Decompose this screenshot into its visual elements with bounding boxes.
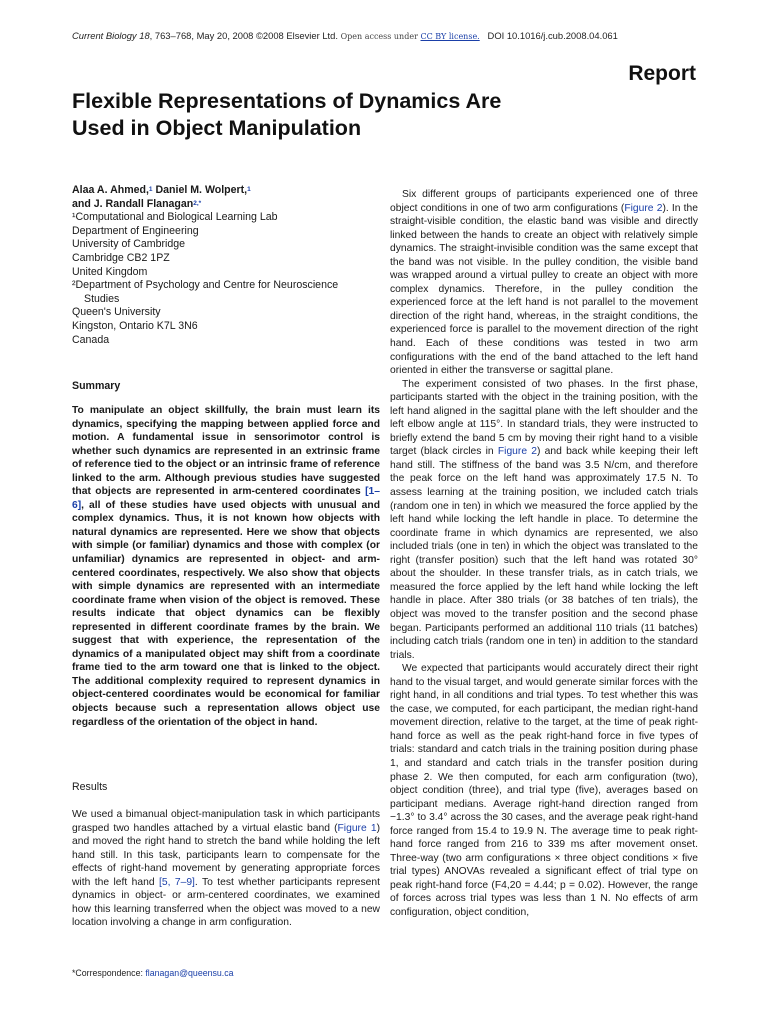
open-access-text: Open access under xyxy=(340,32,418,41)
affiliation-marker[interactable]: 1 xyxy=(247,186,251,193)
body-paragraph: We expected that participants would accurately direct their right hand to the visual target, and would generate similar forces with the right hand, in all conditions and trial types. To test whether this was the case, we computed, for each participant, the median right-hand movement direction, relative to the target, at the time of peak right-hand force as well as the peak right-hand force in five types of trials: standard and catch trials in the training position during phase 1, and standard and catch trials in the transfer position during phase 2. We then computed, for each arm configuration (two), object condition (three), and trial type (five), averages based on participant medians. Average right-hand direction ranged from −1.3° to 3.4° across the 30 cases, and the average peak right-hand force ranged from 15.4 to 19.9 N. The average time to peak right-hand force ranged from 216 to 339 ms after movement onset. Three-way (two arm configurations × three object conditions × five trial types) ANOVAs revealed a significant effect of trial type on peak right-hand force (F4,20 = 4.44; p = 0.02). However, the range of forces across trial types was less than 1 N. No effects of arm configuration, object condition, xyxy=(390,663,698,918)
author-block xyxy=(72,184,372,347)
results-text-part: We used a bimanual object-manipulation task in which participants grasped two handles attached by a virtual elastic band ( xyxy=(72,809,380,834)
body-paragraph xyxy=(390,378,698,662)
affiliation-line: Canada xyxy=(72,333,110,346)
right-column-body xyxy=(390,188,698,920)
paragraph-text: Six different groups of participants experienced one of three object conditions in one of two arm configurations ( xyxy=(390,189,698,214)
citation-link[interactable]: [1–6] xyxy=(72,486,380,511)
license-link[interactable]: CC BY license. xyxy=(420,32,480,41)
paragraph-text: The experiment consisted of two phases. In the first phase, participants started with the object in the training position, with the left hand aligned in the sagittal plane with the left shoulder and the left elbow angle at 115°. In standard trials, they were instructed to briefly extend the band 5 cm by moving their right hand to a visible target (black circles in xyxy=(390,378,698,458)
figure-link[interactable]: Figure 1 xyxy=(337,822,377,834)
results-heading: Results xyxy=(72,781,108,793)
affiliation-line: Studies xyxy=(84,292,120,305)
author-names-line2 xyxy=(72,198,372,212)
doi: DOI 10.1016/j.cub.2008.04.061 xyxy=(487,30,618,41)
affiliation-marker[interactable]: 2,* xyxy=(193,199,202,207)
author-name: Alaa A. Ahmed, xyxy=(72,184,149,196)
article-type-label: Report xyxy=(628,62,696,85)
correspondence-label: *Correspondence: xyxy=(72,968,146,978)
summary-text-part: , all of these studies have used objects with unusual and complex dynamics. Thus, it is not known how objects with natural dynamics are represented. Here we show that objects with simple (or familiar) dynamics and those with complex (or unfamiliar) dynamics are represented in object- and arm-centered coordinates, respectively. We also show that objects with simple dynamics are represented with an intermediate coordinate frame when vision of the object is removed. These results indicate that object dynamics can be flexibly represented in different coordinate frames by the brain. We suggest that with experience, the representation of the dynamics of a manipulated object may shift from a coordinate frame tied to the arm toward one that is linked to the object. The additional complexity required to represent dynamics in object-centered coordinates would be economical for familiar objects because such a representation allows object use regardless of the orientation of the object in hand. xyxy=(72,499,380,728)
email-link[interactable]: flanagan@queensu.ca xyxy=(145,968,234,978)
affiliation-line: Cambridge CB2 1PZ xyxy=(72,251,170,264)
journal-header xyxy=(72,30,618,41)
body-paragraph xyxy=(390,188,698,378)
summary-abstract xyxy=(72,404,380,729)
author-names xyxy=(72,184,372,198)
affiliation-line: ²Department of Psychology and Centre for Neuroscience xyxy=(72,279,339,292)
results-text-part: . To test whether participants represent dynamics in object- or arm-centered coordinates, we examined how this learning transferred when the object was moved to a new location involving a change in arm configuration. xyxy=(72,876,380,929)
affiliation-marker[interactable]: 1 xyxy=(148,186,153,193)
paragraph-text: ). In the straight-visible condition, the elastic band was visible and directly linked between the hands to create an object with relatively simple dynamics. The straight-invisible condition was the same except that the band was not visible. In the pulley condition, the visible band was wrapped around a virtual pulley to create an object with more complex dynamics. Therefore, in the pulley condition the experienced force at the left hand is not parallel to the movement direction of the right hand, whereas, in the straight conditions, the experienced force is parallel to the movement direction of the right hand. Each of these conditions was tested in two arm configurations with the end of the band attached to the left hand oriented in either the transverse or sagittal plane. xyxy=(390,202,698,377)
results-paragraph xyxy=(72,808,380,930)
paragraph-text: ) and back while keeping their left hand still. The stiffness of the band was 3.5 N/cm, and therefore the peak force on the left hand was approximately 17.5 N. To assess learning at the training position, we included catch trials (random one in ten) in which we measured the force applied by the left hand while locking the left handle in place. To determine the coordinate frame in which dynamics are represented, we also included trials (one in ten) in which the object was translated to the right (transfer position) such that the left hand was rotated 30° about the shoulder. In these transfer trials, as in catch trials, we measured the force applied by the left hand while locking the left handle in place. After 380 trials (or 38 batches of ten trials), the object was moved to the transfer position and the second phase began. Participants performed an additional 110 trials (11 batches) including catch trials (random one in ten) in addition to the standard trials. xyxy=(390,446,698,661)
author-name: Daniel M. Wolpert, xyxy=(155,184,248,196)
figure-link[interactable]: Figure 2 xyxy=(624,202,663,214)
summary-text-part: To manipulate an object skillfully, the brain must learn its dynamics, specifying the mapping between applied force and motion. A fundamental issue in sensorimotor control is whether such dynamics are represented in an extrinsic frame of reference tied to the object or an intrinsic frame of reference linked to the arm. Although previous studies have suggested that objects are represented in arm-centered coordinates xyxy=(72,405,380,498)
affiliation-line: Department of Engineering xyxy=(72,224,199,237)
summary-heading: Summary xyxy=(72,380,121,392)
journal-volume: 18 xyxy=(139,30,150,41)
journal-details: , 763–768, May 20, 2008 ©2008 Elsevier Ltd. xyxy=(149,30,338,41)
affiliation-line: Queen's University xyxy=(72,306,161,319)
author-name: and J. Randall Flanagan xyxy=(72,197,194,210)
figure-link[interactable]: Figure 2 xyxy=(497,446,538,458)
article-title: Flexible Representations of Dynamics Are Used in Object Manipulation xyxy=(72,89,502,140)
affiliation-line: United Kingdom xyxy=(72,265,148,278)
correspondence-footnote xyxy=(72,968,234,978)
affiliation-line: University of Cambridge xyxy=(72,238,186,251)
affiliation-line: Kingston, Ontario K7L 3N6 xyxy=(72,319,198,332)
results-text-part: ) and moved the right hand to stretch the band while holding the left hand still. In this task, participants learn to compensate for the effects of right-hand movement by generating appropriate forces with the left hand xyxy=(72,822,380,888)
affiliation-line: ¹Computational and Biological Learning Lab xyxy=(72,211,278,224)
journal-name: Current Biology xyxy=(72,30,137,41)
citation-link[interactable]: [5, 7–9] xyxy=(158,876,195,888)
